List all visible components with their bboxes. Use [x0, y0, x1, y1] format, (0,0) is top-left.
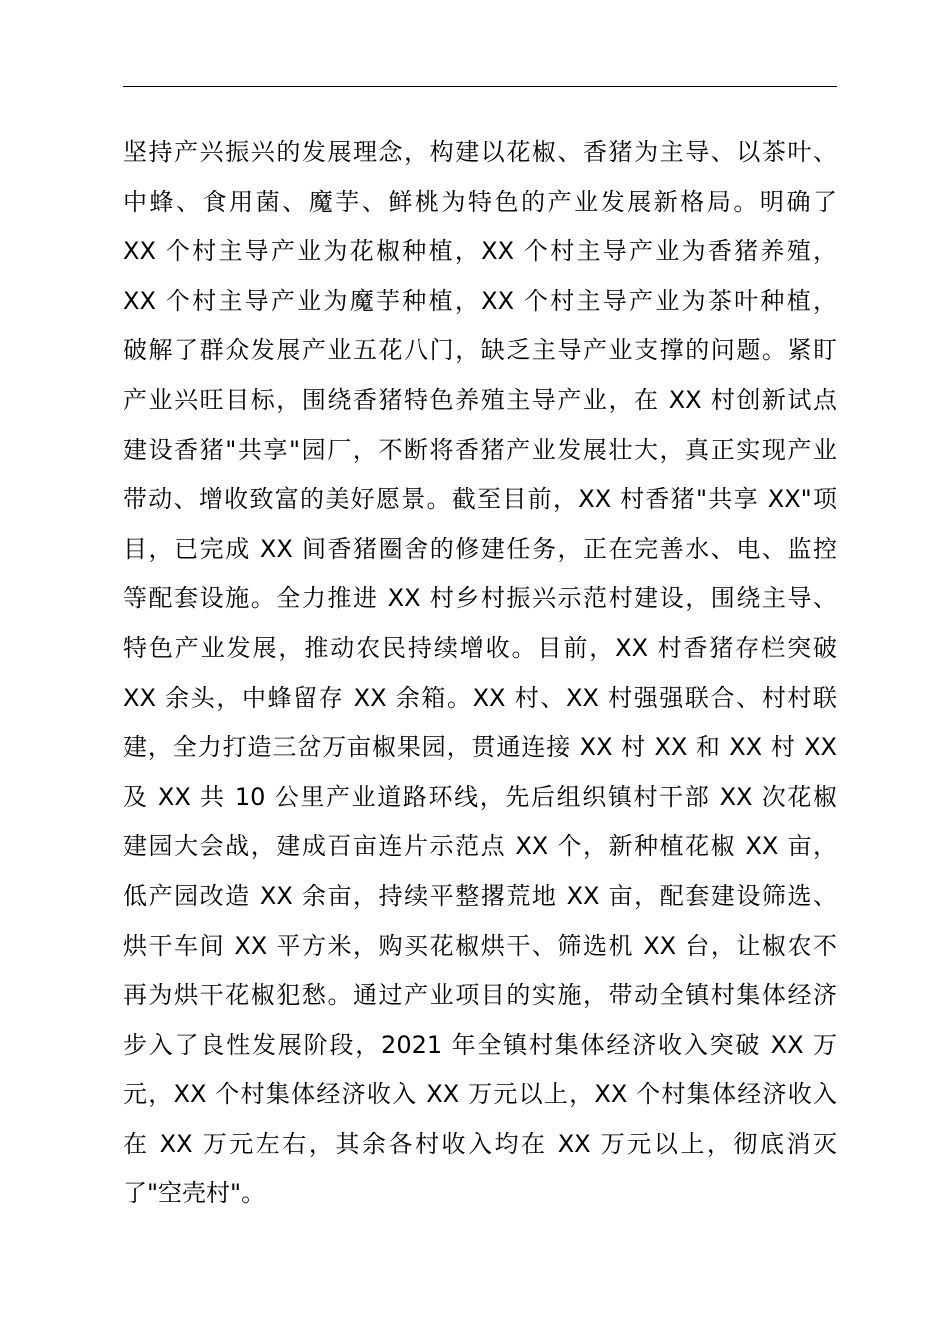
header-rule	[123, 86, 837, 87]
paragraph-line: 目，已完成 XX 间香猪圈舍的修建任务，正在完善水、电、监控	[123, 534, 837, 563]
paragraph-line: XX 个村主导产业为花椒种植，XX 个村主导产业为香猪养殖，	[123, 237, 837, 266]
paragraph-line: 了"空壳村"。	[123, 1179, 266, 1208]
paragraph-line: 烘干车间 XX 平方米，购买花椒烘干、筛选机 XX 台，让椒农不	[123, 931, 837, 960]
paragraph-line: 低产园改造 XX 余亩，持续平整撂荒地 XX 亩，配套建设筛选、	[123, 881, 837, 910]
paragraph-line: 破解了群众发展产业五花八门，缺乏主导产业支撑的问题。紧盯	[123, 336, 837, 365]
body-paragraph	[123, 128, 837, 1219]
paragraph-line: 及 XX 共 10 公里产业道路环线，先后组织镇村干部 XX 次花椒	[123, 782, 837, 811]
paragraph-line: 建，全力打造三岔万亩椒果园，贯通连接 XX 村 XX 和 XX 村 XX	[123, 733, 837, 762]
paragraph-line: 步入了良性发展阶段，2021 年全镇村集体经济收入突破 XX 万	[123, 1030, 837, 1059]
paragraph-line: XX 个村主导产业为魔芋种植，XX 个村主导产业为茶叶种植，	[123, 286, 837, 315]
paragraph-line: 等配套设施。全力推进 XX 村乡村振兴示范村建设，围绕主导、	[123, 584, 837, 613]
paragraph-line: 再为烘干花椒犯愁。通过产业项目的实施，带动全镇村集体经济	[123, 981, 837, 1010]
paragraph-line: XX 余头，中蜂留存 XX 余箱。XX 村、XX 村强强联合、村村联	[123, 683, 837, 712]
paragraph-line: 中蜂、食用菌、魔芋、鲜桃为特色的产业发展新格局。明确了	[123, 187, 837, 216]
paragraph-line: 带动、增收致富的美好愿景。截至目前，XX 村香猪"共享 XX"项	[123, 485, 837, 514]
paragraph-line: 特色产业发展，推动农民持续增收。目前，XX 村香猪存栏突破	[123, 633, 837, 662]
paragraph-line: 产业兴旺目标，围绕香猪特色养殖主导产业，在 XX 村创新试点	[123, 385, 837, 414]
paragraph-line: 坚持产兴振兴的发展理念，构建以花椒、香猪为主导、以茶叶、	[123, 138, 837, 166]
paragraph-line: 建设香猪"共享"园厂，不断将香猪产业发展壮大，真正实现产业	[123, 435, 837, 464]
paragraph-line: 在 XX 万元左右，其余各村收入均在 XX 万元以上，彻底消灭	[123, 1129, 837, 1158]
paragraph-line: 建园大会战，建成百亩连片示范点 XX 个，新种植花椒 XX 亩，	[123, 832, 837, 861]
paragraph-line: 元，XX 个村集体经济收入 XX 万元以上，XX 个村集体经济收入	[123, 1080, 837, 1109]
